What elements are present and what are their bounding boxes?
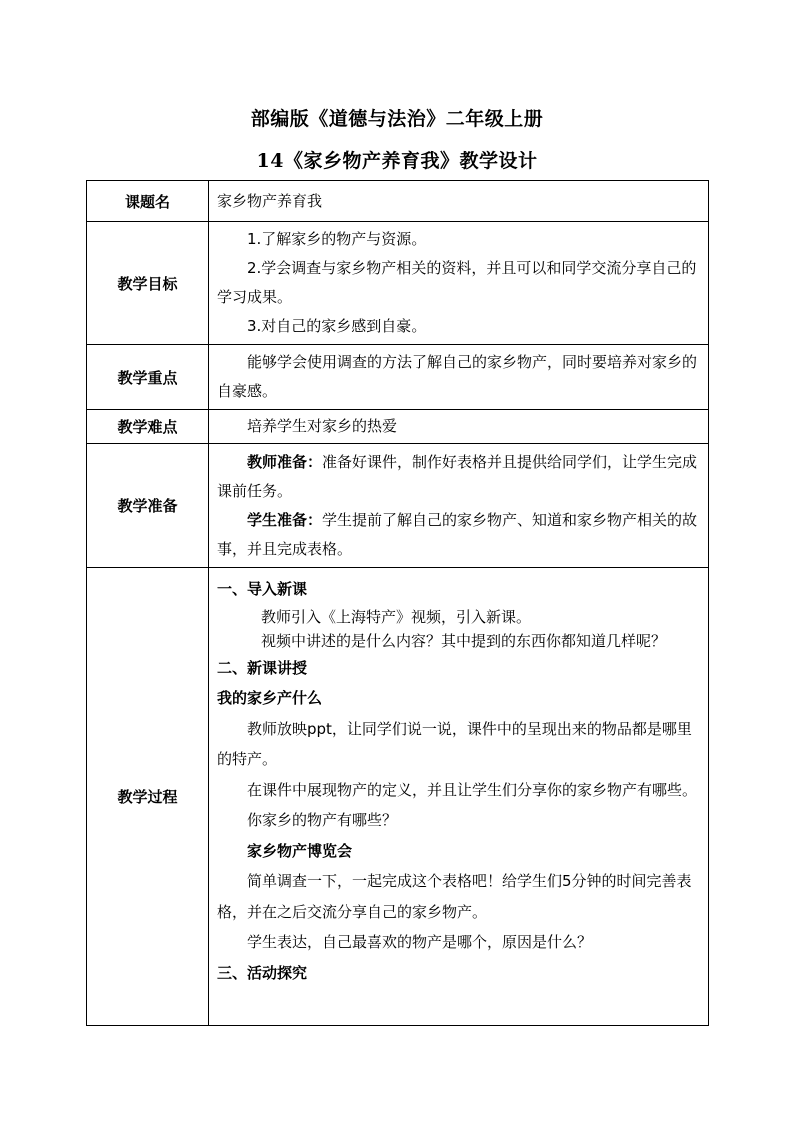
subsection-heading: 家乡物产博览会	[247, 841, 353, 860]
process-content	[209, 568, 709, 1026]
key-points-content	[209, 345, 709, 410]
table-row-preparation	[87, 444, 709, 568]
topic-label: 课题名	[87, 181, 209, 222]
table-row-objectives	[87, 222, 709, 345]
process-paragraph: 在课件中展现物产的定义，并且让学生们分享你的家乡物产有哪些。	[247, 780, 698, 799]
objective-item: 2.学会调查与家乡物产相关的资料，并且可以和同学交流分享自己的学习成果。	[217, 259, 697, 306]
teacher-preparation-label: 教师准备：	[247, 452, 323, 471]
objective-item: 3.对自己的家乡感到自豪。	[247, 317, 427, 335]
difficulties-label: 教学难点	[87, 410, 209, 444]
objectives-label: 教学目标	[87, 222, 209, 345]
table-row-process	[87, 568, 709, 1026]
student-preparation-text: 学生提前了解自己的家乡物产、知道和家乡物产相关的故事，并且完成表格。	[217, 510, 698, 558]
section-heading: 三、活动探究	[217, 963, 308, 982]
objective-item: 1.了解家乡的物产与资源。	[247, 230, 427, 248]
difficulties-text: 培养学生对家乡的热爱	[247, 417, 398, 435]
objectives-content	[209, 222, 709, 345]
table-row-topic	[87, 181, 709, 222]
process-paragraph: 教师引入《上海特产》视频，引入新课。	[261, 607, 532, 626]
student-preparation-label: 学生准备：	[247, 510, 323, 529]
student-preparation	[217, 506, 700, 564]
process-paragraph: 学生表达，自己最喜欢的物产是哪个，原因是什么？	[247, 933, 593, 951]
process-paragraph: 视频中讲述的是什么内容？其中提到的东西你都知道几样呢？	[261, 631, 667, 650]
process-paragraph: 教师放映ppt，让同学们说一说，课件中的呈现出来的物品都是哪里的特产。	[217, 719, 692, 768]
preparation-label: 教学准备	[87, 444, 209, 568]
key-points-text: 能够学会使用调查的方法了解自己的家乡物产，同时要培养对家乡的自豪感。	[217, 353, 698, 400]
preparation-content	[209, 444, 709, 568]
subsection-heading: 我的家乡产什么	[217, 689, 323, 707]
document-title: 部编版《道德与法治》二年级上册	[250, 108, 544, 130]
teacher-preparation-text: 准备好课件，制作好表格并且提供给同学们，让学生完成课前任务。	[217, 452, 698, 500]
section-heading: 一、导入新课	[217, 580, 308, 598]
process-label: 教学过程	[87, 568, 209, 1026]
table-row-difficulties	[87, 410, 709, 444]
topic-value	[209, 181, 709, 222]
key-points-label: 教学重点	[87, 345, 209, 410]
process-paragraph: 你家乡的物产有哪些？	[247, 811, 398, 829]
teacher-preparation	[217, 448, 700, 506]
table-row-key-points	[87, 345, 709, 410]
document-subtitle: 14《家乡物产养育我》教学设计	[256, 150, 538, 172]
lesson-plan-table	[86, 180, 709, 1026]
process-paragraph: 简单调查一下，一起完成这个表格吧！给学生们5分钟的时间完善表格，并在之后交流分享自己的家乡物产。	[217, 872, 692, 921]
section-heading: 二、新课讲授	[217, 658, 308, 677]
topic-text: 家乡物产养育我	[217, 191, 323, 210]
difficulties-content	[209, 410, 709, 444]
